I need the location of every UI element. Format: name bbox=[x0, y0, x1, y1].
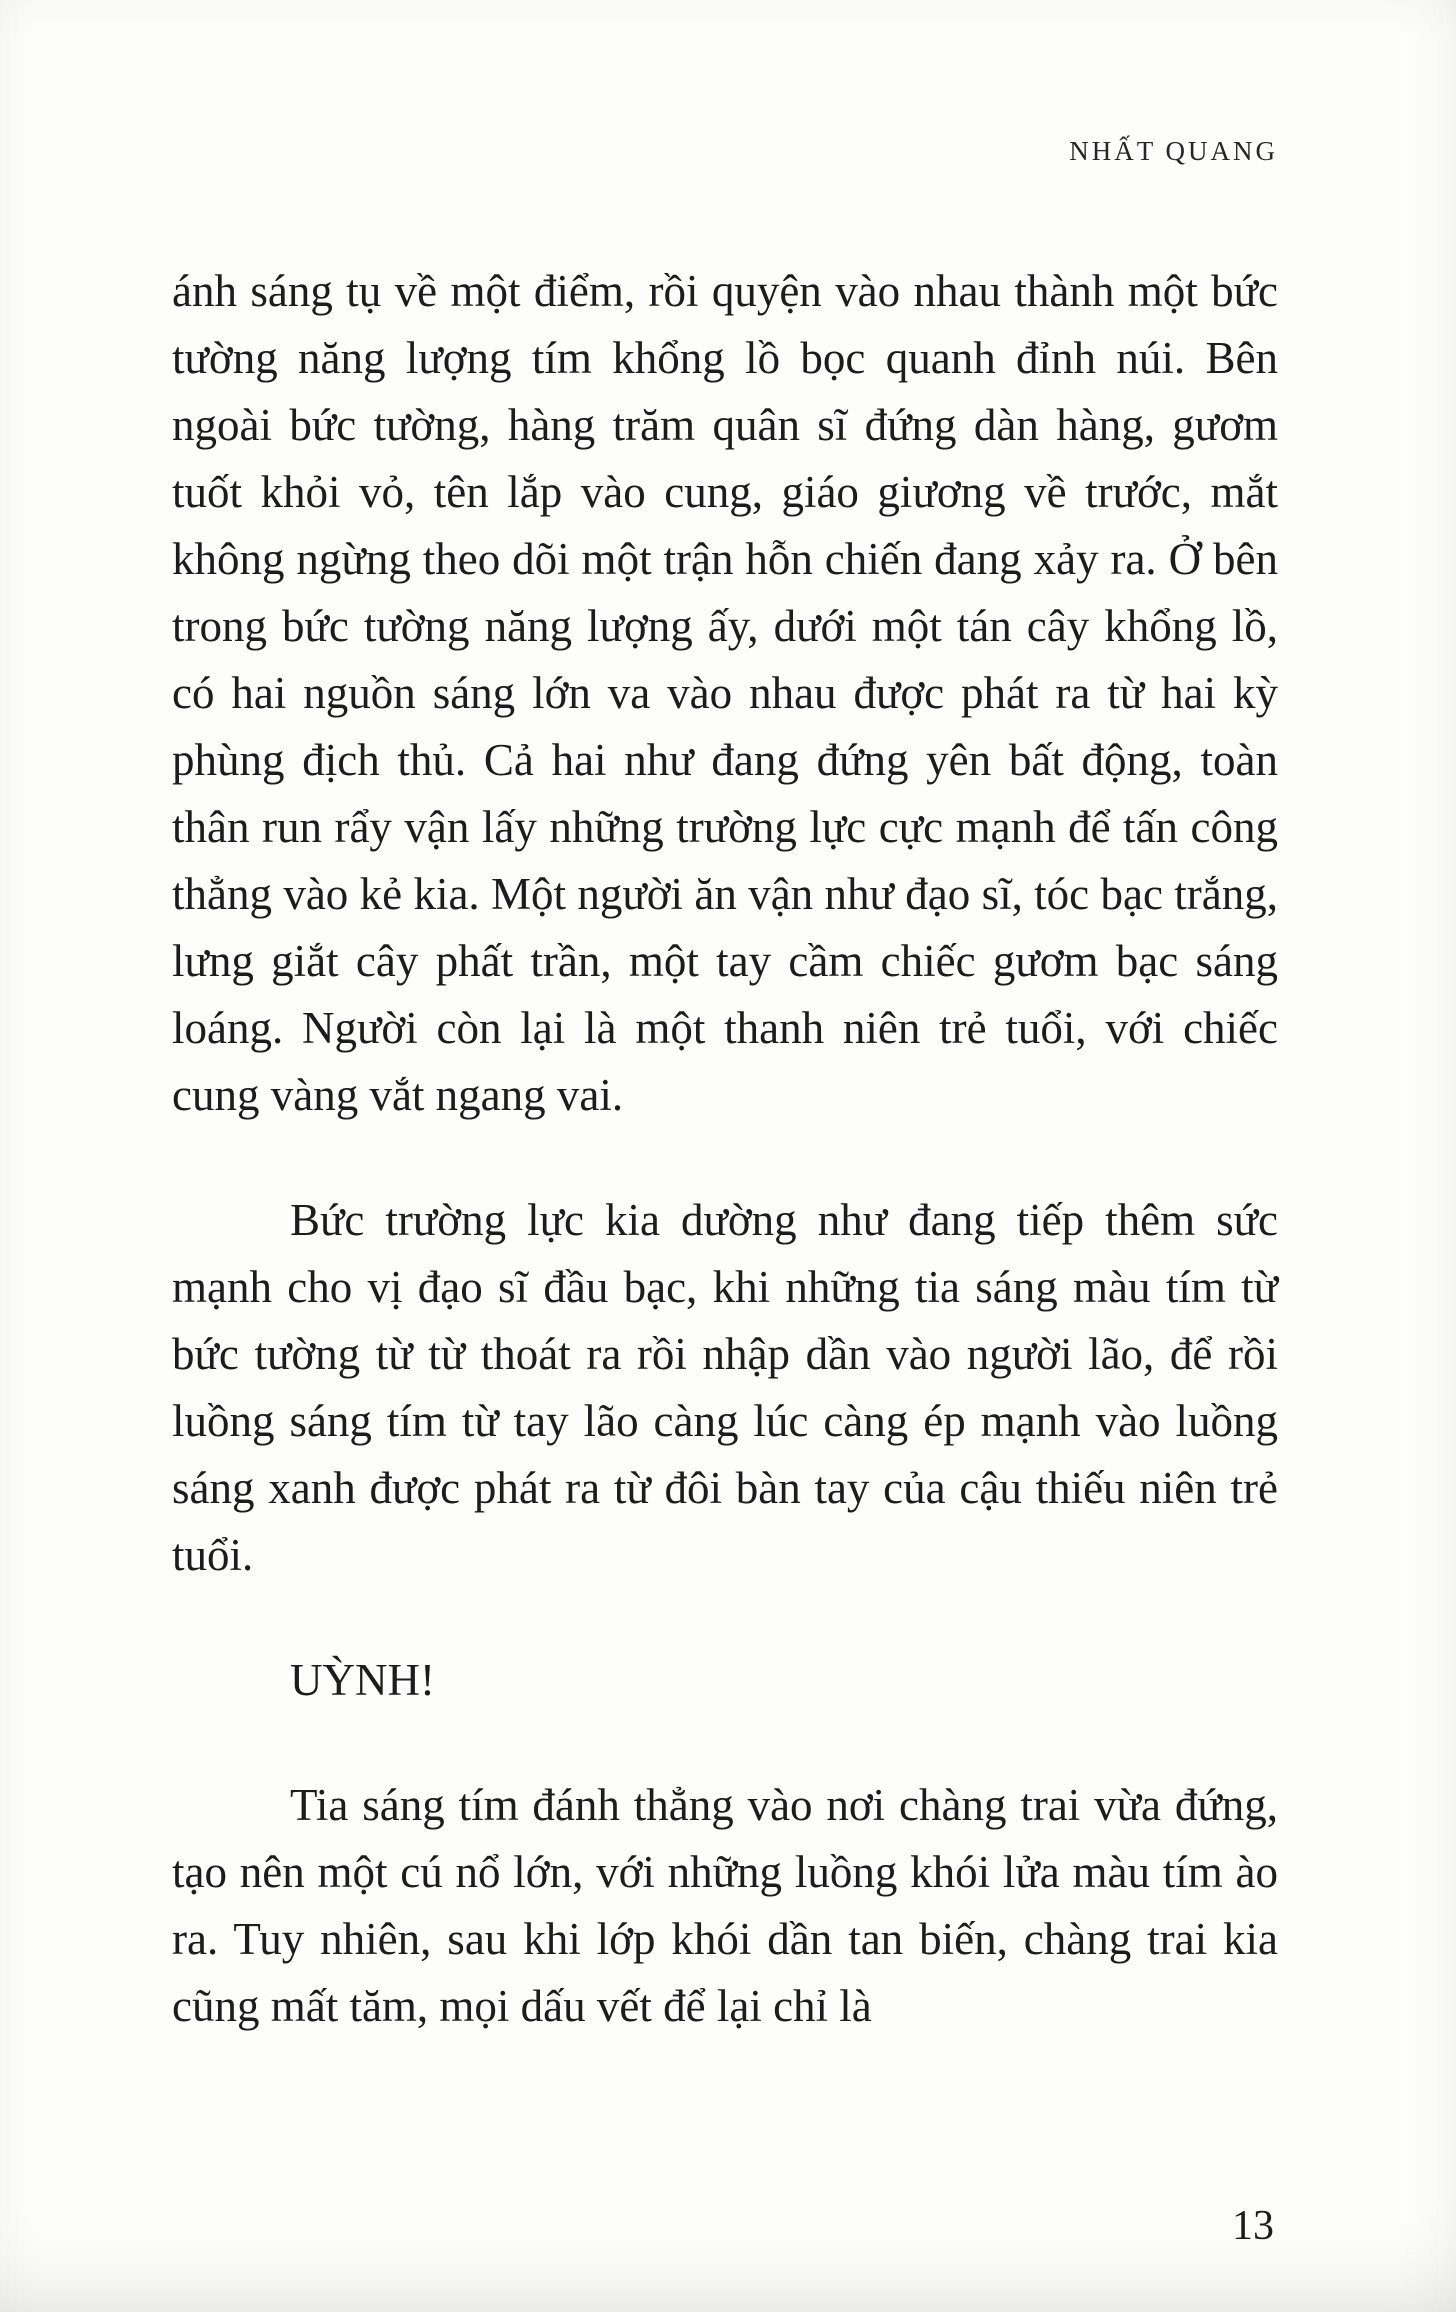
running-header-title: NHẤT QUANG bbox=[1069, 136, 1278, 166]
running-header bbox=[1069, 136, 1278, 167]
text-block bbox=[172, 258, 1278, 2040]
paragraph-4: Tia sáng tím đánh thẳng vào nơi chàng trai vừa đứng, tạo nên một cú nổ lớn, với những luồng khói lửa màu tím ào ra. Tuy nhiên, sau khi lớp khói dần tan biến, chàng trai kia cũng mất tăm, mọi dấu vết để lại chỉ là bbox=[172, 1780, 1278, 2031]
paragraph-2: Bức trường lực kia dường như đang tiếp thêm sức mạnh cho vị đạo sĩ đầu bạc, khi những tia sáng màu tím từ bức tường từ từ thoát ra rồi nhập dần vào người lão, để rồi luồng sáng tím từ tay lão càng lúc càng ép mạnh vào luồng sáng xanh được phát ra từ đôi bàn tay của cậu thiếu niên trẻ tuổi. bbox=[172, 1195, 1278, 1580]
paragraph-sound-effect: UỲNH! bbox=[290, 1655, 435, 1705]
page-number: 13 bbox=[1232, 2203, 1274, 2249]
paragraph-continuation: ánh sáng tụ về một điểm, rồi quyện vào nhau thành một bức tường năng lượng tím khổng lồ bọc quanh đỉnh núi. Bên ngoài bức tường, hàng trăm quân sĩ đứng dàn hàng, gươm tuốt khỏi vỏ, tên lắp vào cung, giáo giương về trước, mắt không ngừng theo dõi một trận hỗn chiến đang xảy ra. Ở bên trong bức tường năng lượng ấy, dưới một tán cây khổng lồ, có hai nguồn sáng lớn va vào nhau được phát ra từ hai kỳ phùng địch thủ. Cả hai như đang đứng yên bất động, toàn thân run rẩy vận lấy những trường lực cực mạnh để tấn công thẳng vào kẻ kia. Một người ăn vận như đạo sĩ, tóc bạc trắng, lưng giắt cây phất trần, một tay cầm chiếc gươm bạc sáng loáng. Người còn lại là một thanh niên trẻ tuổi, với chiếc cung vàng vắt ngang vai. bbox=[172, 266, 1278, 1120]
